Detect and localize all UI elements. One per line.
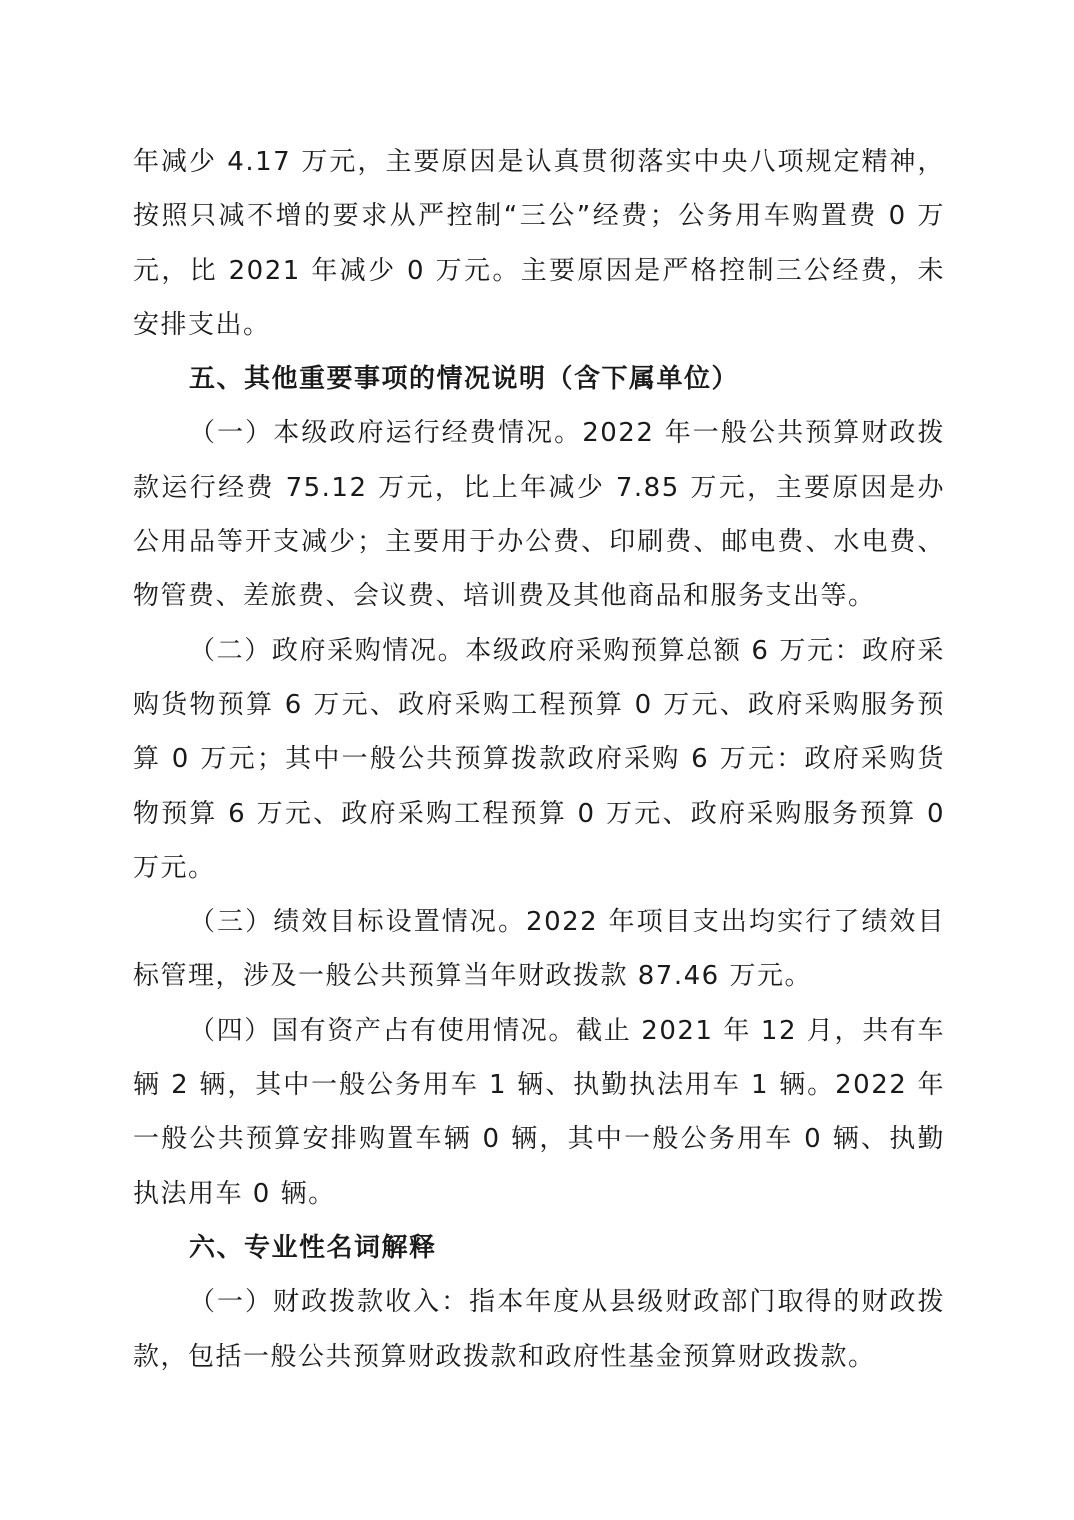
paragraph-operating-expenses: （一）本级政府运行经费情况。2022 年一般公共预算财政拨款运行经费 75.12 万元，比上年减少 7.85 万元，主要原因是办公用品等开支减少；主要用于办公费、印刷费、邮电费、水电费、物管费、差旅费、会议费、培训费及其他商品和服务支出等。 bbox=[133, 418, 945, 612]
paragraph-three-public-expenses: 年减少 4.17 万元，主要原因是认真贯彻落实中央八项规定精神，按照只减不增的要求从严控制“三公”经费；公务用车购置费 0 万元，比 2021 年减少 0 万元。主要原因是严格控制三公经费，未安排支出。 bbox=[133, 147, 945, 340]
document-page bbox=[133, 135, 945, 1384]
paragraph-government-procurement: （二）政府采购情况。本级政府采购预算总额 6 万元：政府采购货物预算 6 万元、政府采购工程预算 0 万元、政府采购服务预算 0 万元；其中一般公共预算拨款政府采购 6 万元：政府采购货物预算 6 万元、政府采购工程预算 0 万元、政府采购服务预算 0 万元。 bbox=[133, 635, 945, 883]
paragraph-fiscal-appropriation-income: （一）财政拨款收入：指本年度从县级财政部门取得的财政拨款，包括一般公共预算财政拨款和政府性基金预算财政拨款。 bbox=[133, 1287, 945, 1372]
section-heading-other-matters: 五、其他重要事项的情况说明（含下属单位） bbox=[189, 364, 740, 395]
paragraph-performance-targets: （三）绩效目标设置情况。2022 年项目支出均实行了绩效目标管理，涉及一般公共预算当年财政拨款 87.46 万元。 bbox=[133, 907, 945, 992]
paragraph-state-assets: （四）国有资产占有使用情况。截止 2021 年 12 月，共有车辆 2 辆，其中一般公务用车 1 辆、执勤执法用车 1 辆。2022 年一般公共预算安排购置车辆 0 辆，其中一般公务用车 0 辆、执勤执法用车 0 辆。 bbox=[133, 1015, 945, 1209]
section-heading-terminology: 六、专业性名词解释 bbox=[189, 1232, 437, 1263]
